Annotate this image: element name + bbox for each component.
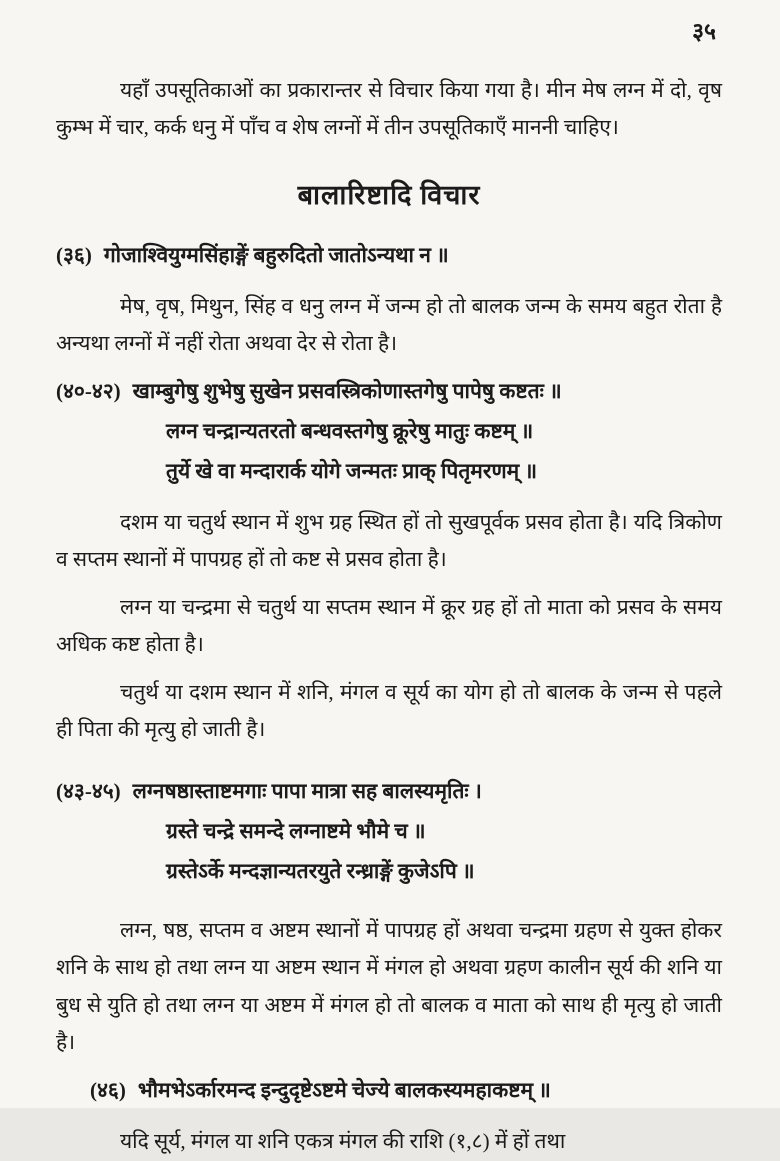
vertical-spacer bbox=[56, 758, 722, 766]
verse-40-42-label: (४०-४२) bbox=[56, 379, 121, 404]
verse-line bbox=[56, 1071, 722, 1111]
commentary-paragraph-40c: चतुर्थ या दशम स्थान में शनि, मंगल व सूर्य का योग हो तो बालक के जन्म से पहले ही पिता की मृत्यु हो जाती है। bbox=[56, 679, 722, 741]
commentary-paragraph-36: मेष, वृष, मिथुन, सिंह व धनु लग्न में जन्म हो तो बालक जन्म के समय बहुत रोता है अन्यथा लग्नों में नहीं रोता अथवा देर से रोता है। bbox=[56, 293, 722, 356]
verse-line bbox=[56, 772, 722, 812]
verse-46-label: (४६) bbox=[90, 1078, 126, 1103]
verse-36-text: गोजाश्वियुग्मसिंहाङ्गें बहुरुदितो जातोऽन्यथा न ॥ bbox=[103, 242, 449, 267]
intro-paragraph: यहाँ उपसूतिकाओं का प्रकारान्तर से विचार किया गया है। मीन मेष लग्न में दो, वृष कुम्भ में चार, कर्क धनु में पाँच व शेष लग्नों में तीन उपसूतिकाएँ माननी चाहिए। bbox=[56, 78, 722, 140]
verse-43-45 bbox=[56, 772, 722, 892]
commentary-paragraph-40a: दशम या चतुर्थ स्थान में शुभ ग्रह स्थित हों तो सुखपूर्वक प्रसव होता है। यदि त्रिकोण व सप्तम स्थानों में पापग्रह हों तो कष्ट से प्रसव होता है। bbox=[56, 510, 722, 572]
verse-43-45-line-2: ग्रस्ते चन्द्रे समन्दे लग्नाष्टमे भौमे च ॥ bbox=[166, 819, 426, 844]
verse-43-45-line-3: ग्रस्तेऽर्के मन्दज्ञान्यतरयुते रन्ध्राङ्गें कुजेऽपि ॥ bbox=[166, 859, 475, 884]
commentary-paragraph-46: यदि सूर्य, मंगल या शनि एकत्र मंगल की राशि (१,८) में हों तथा bbox=[120, 1129, 566, 1154]
section-heading: बालारिष्टादि विचार bbox=[297, 179, 481, 210]
verse-40-42 bbox=[56, 372, 722, 492]
verse-36 bbox=[56, 236, 722, 276]
verse-36-label: (३६) bbox=[56, 242, 92, 267]
commentary-paragraph-40b: लग्न या चन्द्रमा से चतुर्थ या सप्तम स्थान में क्रूर ग्रह हों तो माता को प्रसव के समय अधिक कष्ट होता है। bbox=[56, 594, 722, 657]
verse-43-45-label: (४३-४५) bbox=[56, 779, 121, 804]
commentary-paragraph-43: लग्न, षष्ठ, सप्तम व अष्टम स्थानों में पापग्रह हों अथवा चन्द्रमा ग्रहण से युक्त होकर शनि के साथ हो तथा लग्न या अष्टम स्थान में मंगल हो अथवा ग्रहण कालीन सूर्य की शनि या बुध से युति हो तथा लग्न या अष्टम में मंगल हो तो बालक व माता को साथ ही मृत्यु हो जाती है। bbox=[56, 917, 722, 1055]
vertical-spacer bbox=[56, 904, 722, 912]
verse-46 bbox=[56, 1071, 722, 1111]
verse-40-42-line-3: तुर्ये खे वा मन्दारार्क योगे जन्मतः प्राक् पितृमरणम् ॥ bbox=[166, 459, 538, 484]
verse-line bbox=[56, 236, 722, 276]
verse-40-42-line-1: खाम्बुगेषु शुभेषु सुखेन प्रसवस्त्रिकोणास्तगेषु पापेषु कष्टतः ॥ bbox=[132, 379, 562, 404]
page-number: ३५ bbox=[692, 19, 716, 44]
verse-line bbox=[56, 372, 722, 412]
verse-40-42-line-2: लग्न चन्द्रान्यतरतो बन्धवस्तगेषु क्रूरेषु मातुः कष्टम् ॥ bbox=[166, 419, 534, 444]
verse-43-45-line-1: लग्नषष्ठास्ताष्टमगाः पापा मात्रा सह बालस्यमृतिः । bbox=[132, 779, 482, 804]
verse-46-text: भौमभेऽर्कारमन्द इन्दुदृष्टेऽष्टमे चेज्ये बालकस्यमहाकष्टम् ॥ bbox=[137, 1078, 551, 1103]
